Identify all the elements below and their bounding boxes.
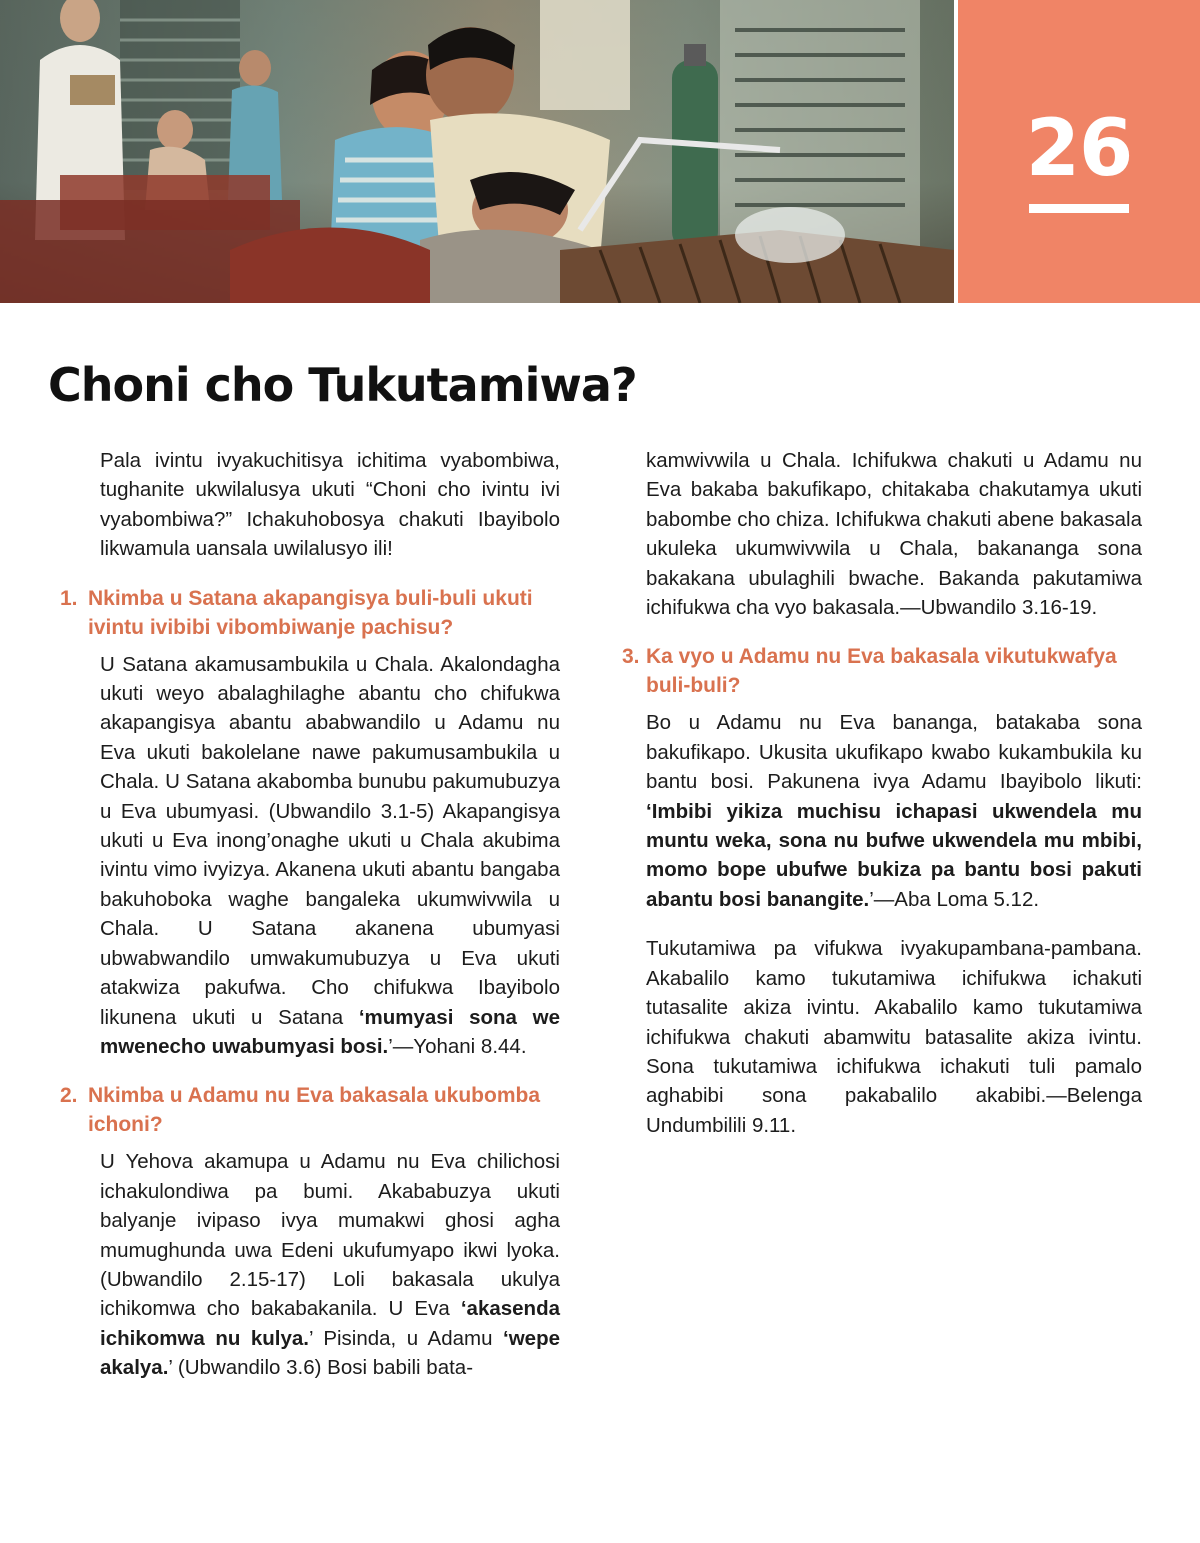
question-2-text: Nkimba u Adamu nu Eva bakasala ukubomba ichoni?: [88, 1084, 541, 1137]
question-2-heading: [60, 1081, 560, 1139]
intro-paragraph: Pala ivintu ivyakuchitisya ichitima vyabombiwa, tughanite ukwilalusya ukuti “Choni cho ivintu ivi vyabombiwa?” Ichakuhobosya chakuti Ibayibolo likwamula uansala uwilalusyo ili!: [100, 449, 560, 561]
chapter-underline: [1029, 204, 1129, 213]
question-3-answer-text: Bo u Adamu nu Eva bananga, batakaba sona bakufikapo. Ukusita ukufikapo kwabo kukambukila ku bantu bosi. Pakunena ivya Adamu Ibayibolo likuti:: [646, 711, 1142, 794]
question-2-answer-text-b: ’ Pisinda, u Adamu: [309, 1326, 504, 1350]
question-3-heading: [622, 642, 1142, 700]
chapter-number: 26: [1025, 104, 1133, 194]
question-1-answer: [60, 650, 560, 1062]
question-2-number: 2.: [60, 1084, 78, 1108]
question-2-quote-adamu: ‘wepe akalya.: [100, 1326, 560, 1380]
question-3-answer-second: Tukutamiwa pa vifukwa ivyakupambana-pambana. Akabalilo kamo tukutamiwa ichifukwa ichakuti tutasalite akiza ivintu. Akabalilo kamo tukutamiwa ichifukwa chakuti abamwitu batasalite akiza ivintu. Sona tukutamiwa ichifukwa ichakuti tuli pamalo aghabibi sona pakabalilo akabibi.—Belenga Undumbilili 9.11.: [646, 937, 1142, 1137]
question-2-answer: [60, 1147, 560, 1382]
question-1-heading: [60, 584, 560, 642]
page-title: Choni cho Tukutamiwa?: [48, 358, 637, 412]
question-2-quote-eva: ‘akasenda ichikomwa nu kulya.: [100, 1297, 560, 1350]
question-2-answer-continued: kamwivwila u Chala. Ichifukwa chakuti u Adamu nu Eva bakaba bakufikapo, chitakaba chakutamya ukuti babombe cho chiza. Ichifukwa chakuti abene bakasala ukuleka ukumwivwila u Chala, bakananga sona bakakana ubulaghili bwache. Bakanda pakutamiwa ichifukwa cha vyo bakasala.—Ubwandilo 3.16-19.: [646, 449, 1142, 620]
chapter-badge: [958, 0, 1200, 303]
question-1-number: 1.: [60, 586, 78, 610]
question-1-text: Nkimba u Satana akapangisya buli-buli ukuti ivintu ivibibi vibombiwanje pachisu?: [88, 586, 533, 639]
right-column: [622, 446, 1142, 1160]
question-1-answer-text: U Satana akamusambukila u Chala. Akalondagha ukuti weyo abalaghilaghe abantu cho chifukwa akapangisya abantu ababwandilo u Adamu nu Eva ukuti bakolelane nawe pakumusambukila u Chala. U Satana akabomba bunubu pakumubuzya u Eva ubumyasi. (Ubwandilo 3.1-5) Akapangisya ukuti u Eva inong’onaghe ukuti u Chala akubima ivintu vimo ivyizya. Akanena ukuti abantu bangaba bakuhoboka waghe bangaleka ukumwivwila u Chala. U Satana akanena ubumyasi ubwabwandilo umwakumubuzya u Eva ukuti atakwiza pakufwa. Cho chifukwa Ibayibolo likunena ukuti u Satana: [100, 652, 560, 1029]
question-2-answer-text-c: ’ (Ubwandilo 3.6) Bosi babili bata-: [168, 1356, 474, 1380]
question-2-answer-text-a: U Yehova akamupa u Adamu nu Eva chilichosi ichakulondiwa pa bumi. Akababuzya ukuti balyanje ivipaso ivya mumakwi ghosi agha mumughunda uwa Edeni ukufumyapo ikwi lyoka. (Ubwandilo 2.15-17) Loli bakasala ukulya ichikomwa cho bakabakanila. U Eva: [100, 1150, 560, 1321]
header-photo: [0, 0, 954, 303]
hospital-scene-illustration: [0, 0, 954, 303]
question-3-scripture-quote: ‘Imbibi yikiza muchisu ichapasi ukwendela mu muntu weka, sona nu bufwe ukwendela mu mbibi, momo bope ubufwe bukiza pa bantu bosi pakuti abantu bosi banangite.: [646, 799, 1142, 911]
question-1-scripture-ref: ’—Yohani 8.44.: [388, 1034, 527, 1058]
question-3-answer: [622, 708, 1142, 914]
question-3-text: Ka vyo u Adamu nu Eva bakasala vikutukwafya buli-buli?: [646, 645, 1117, 698]
question-3-scripture-ref: ’—Aba Loma 5.12.: [869, 887, 1040, 911]
question-1-scripture-quote: ‘mumyasi sona we mwenecho uwabumyasi bosi.: [100, 1005, 560, 1058]
question-3-number: 3.: [622, 645, 640, 669]
left-column: [60, 446, 560, 1403]
